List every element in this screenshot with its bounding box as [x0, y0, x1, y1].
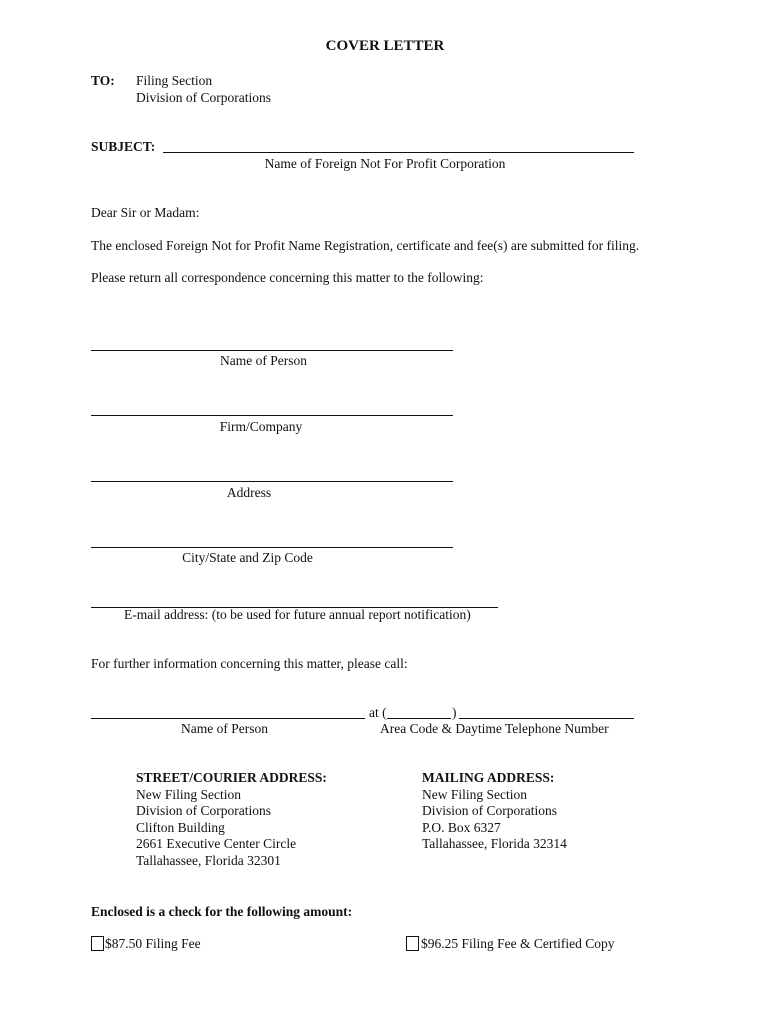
to-label: TO:	[91, 73, 115, 88]
street-address-heading: STREET/COURIER ADDRESS:	[136, 770, 327, 785]
city-state-zip-line[interactable]	[91, 547, 453, 548]
mailing-address-block	[422, 770, 567, 853]
city-state-zip-caption: City/State and Zip Code	[182, 550, 313, 565]
name-of-person-line[interactable]	[91, 350, 453, 351]
fee-87-checkbox[interactable]	[91, 936, 104, 951]
name-of-person-caption: Name of Person	[220, 353, 307, 368]
firm-company-line[interactable]	[91, 415, 453, 416]
page-title	[0, 38, 770, 55]
contact-at-text: at (	[369, 705, 387, 720]
to-line-1: Filing Section	[136, 73, 213, 88]
title-text: COVER LETTER	[325, 38, 445, 54]
firm-company-caption: Firm/Company	[219, 419, 303, 434]
fee-87-label: $87.50 Filing Fee	[105, 936, 201, 951]
street-address-line: Division of Corporations	[136, 803, 271, 818]
paragraph-2: Please return all correspondence concerning this matter to the following:	[91, 270, 484, 285]
enclosed-heading: Enclosed is a check for the following amount:	[91, 904, 353, 919]
to-line-2: Division of Corporations	[136, 90, 271, 105]
fee-96-checkbox[interactable]	[406, 936, 419, 951]
phone-line[interactable]	[459, 718, 634, 719]
mailing-address-heading: MAILING ADDRESS:	[422, 770, 555, 785]
street-address-line: New Filing Section	[136, 786, 241, 802]
street-address-block	[136, 770, 327, 869]
subject-caption: Name of Foreign Not For Profit Corporation	[264, 156, 506, 171]
mailing-address-line: New Filing Section	[422, 786, 527, 802]
contact-intro: For further information concerning this matter, please call:	[91, 656, 408, 671]
fee-96-label: $96.25 Filing Fee & Certified Copy	[421, 936, 615, 951]
email-caption: E-mail address: (to be used for future annual report notification)	[124, 607, 471, 622]
subject-label: SUBJECT:	[91, 139, 156, 154]
street-address-line: Clifton Building	[136, 819, 225, 835]
street-address-line: Tallahassee, Florida 32301	[136, 852, 281, 868]
mailing-address-line: P.O. Box 6327	[422, 819, 501, 835]
contact-name-line[interactable]	[91, 718, 365, 719]
greeting: Dear Sir or Madam:	[91, 205, 200, 220]
area-code-line[interactable]	[387, 718, 451, 719]
contact-name-caption: Name of Person	[181, 721, 268, 736]
subject-input-line[interactable]	[163, 152, 634, 153]
mailing-address-line: Tallahassee, Florida 32314	[422, 836, 567, 851]
address-caption: Address	[226, 485, 272, 500]
address-line[interactable]	[91, 481, 453, 482]
contact-paren-close: )	[452, 705, 457, 720]
mailing-address-line: Division of Corporations	[422, 803, 557, 818]
contact-phone-caption: Area Code & Daytime Telephone Number	[380, 721, 609, 736]
paragraph-1: The enclosed Foreign Not for Profit Name Registration, certificate and fee(s) are submitted for filing.	[91, 238, 640, 253]
street-address-line: 2661 Executive Center Circle	[136, 836, 297, 851]
